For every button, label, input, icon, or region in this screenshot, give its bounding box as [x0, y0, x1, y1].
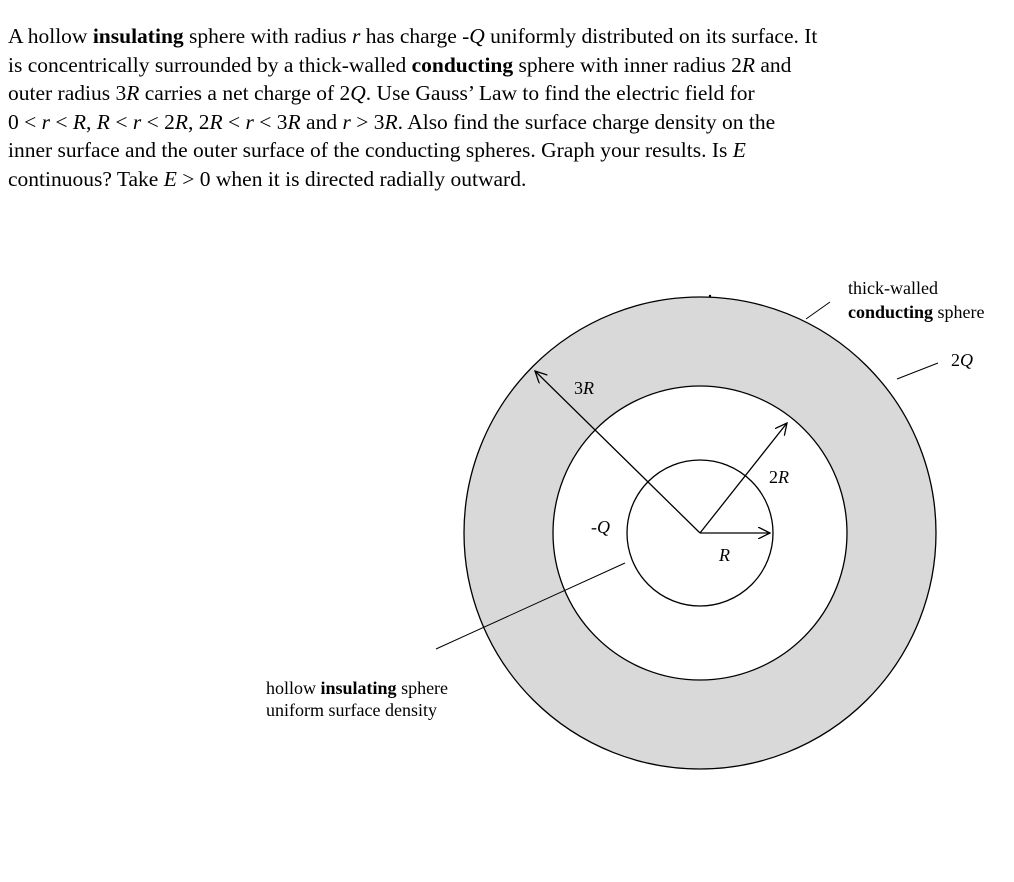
text-run: < 3 [253, 109, 288, 134]
text-run: uniformly distributed on its surface. It [484, 24, 818, 48]
text-run-italic: R [174, 109, 188, 134]
insulating-label-line-1: hollow insulating sphere [266, 678, 449, 698]
text-run-italic: E [163, 166, 177, 191]
text-run-italic: R [384, 109, 398, 134]
text-run: , [86, 109, 97, 134]
text-run: has charge - [360, 24, 470, 48]
radius-3R-label: 3R [574, 378, 594, 398]
text-run-italic: Q [350, 81, 366, 105]
text-run: . Also find the surface charge density on the [397, 109, 776, 134]
text-run: . Use Gauss’ Law to find the electric field for [365, 81, 755, 105]
text-run-italic: r [245, 109, 254, 134]
text-run-italic: R [96, 109, 110, 134]
text-run-italic: r [352, 24, 361, 48]
insulating-label-line-2: uniform surface density [266, 700, 437, 720]
text-run-italic: r [132, 109, 142, 134]
text-run: continuous? Take [8, 166, 164, 191]
text-run: carries a net charge of 2 [139, 81, 351, 105]
text-run-italic: R [287, 109, 301, 134]
text-run: 0 < [8, 109, 42, 134]
text-run: and [754, 52, 792, 77]
radius-2R-label: 2R [769, 467, 789, 487]
text-run: > 0 when it is directed radially outward. [176, 166, 527, 191]
text-run-italic: r [41, 109, 51, 134]
leader-line-2Q [897, 363, 938, 379]
conducting-label-line-1: thick-walled [848, 278, 938, 298]
text-run: > 3 [350, 109, 385, 134]
radius-R-label: R [719, 545, 730, 565]
text-run-italic: E [732, 138, 746, 162]
text-run-bold: insulating [92, 24, 184, 48]
text-run: is concentrically surrounded by a thick-walled [8, 52, 412, 77]
text-run: A hollow [8, 24, 93, 48]
text-run: sphere with radius [183, 24, 353, 48]
text-run: < [50, 109, 73, 134]
text-run-italic: R [126, 81, 140, 105]
text-run-italic: R [72, 109, 87, 134]
text-run-italic: R [741, 52, 755, 77]
text-run: and [300, 109, 343, 134]
text-run: , 2 [187, 109, 210, 134]
text-run: < [222, 109, 246, 134]
conductor-charge-label: 2Q [951, 350, 973, 370]
text-run-italic: R [209, 109, 223, 134]
text-run: < [109, 109, 133, 134]
text-run-italic: r [342, 109, 351, 134]
text-run: inner surface and the outer surface of the conducting spheres. Graph your results. Is [8, 138, 733, 162]
text-run-bold: conducting [411, 52, 514, 77]
text-run: outer radius 3 [8, 81, 127, 105]
top-dot-mark [709, 295, 711, 297]
text-run-italic: Q [469, 24, 485, 48]
leader-line-conducting [806, 302, 830, 319]
conducting-label-line-2: conducting sphere [848, 302, 985, 322]
inner-charge-label: -Q [591, 517, 610, 537]
text-run: sphere with inner radius 2 [513, 52, 742, 77]
text-run: < 2 [141, 109, 175, 134]
